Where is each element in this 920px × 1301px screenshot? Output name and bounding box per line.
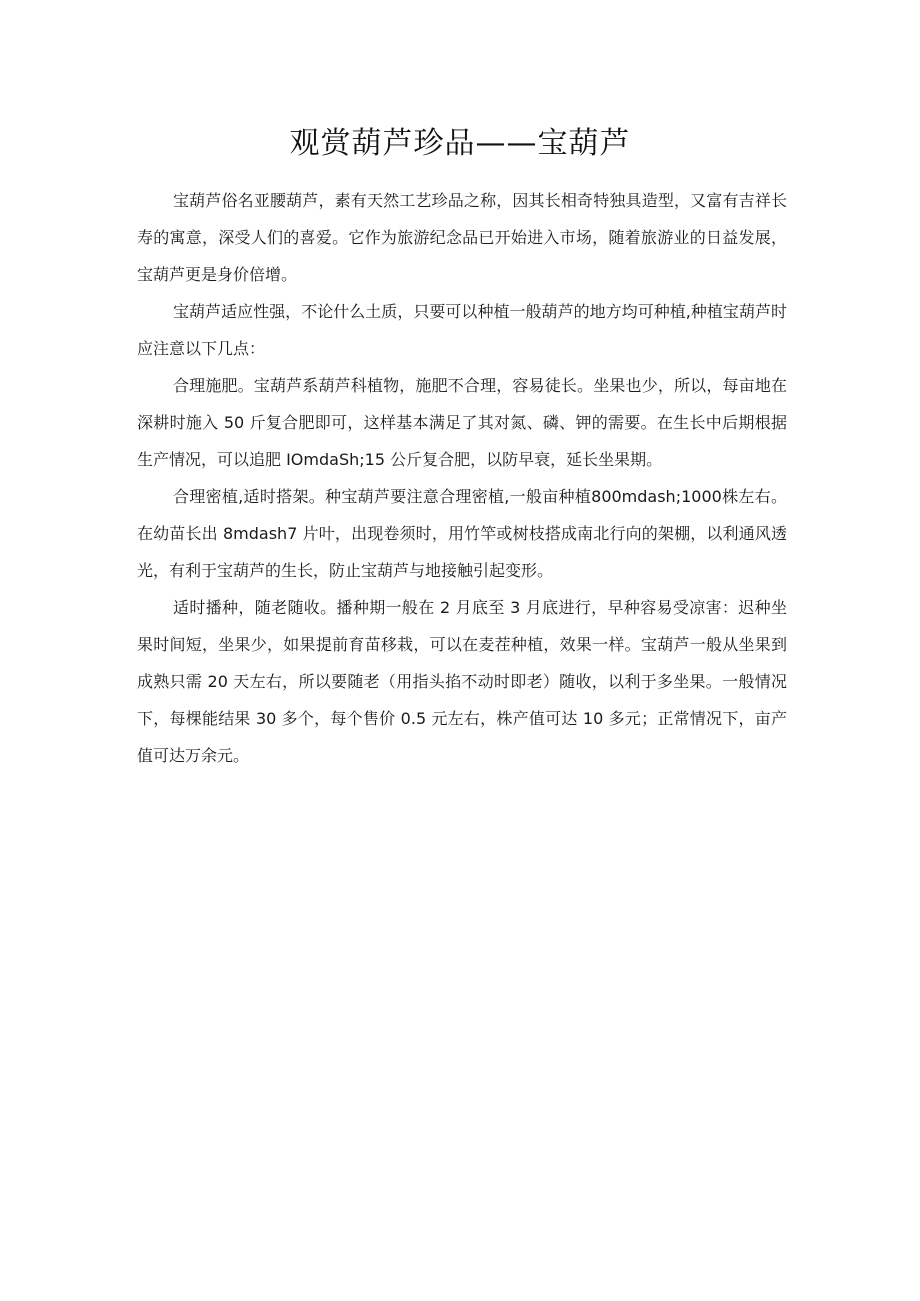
paragraph-intro: 宝葫芦俗名亚腰葫芦，素有天然工艺珍品之称，因其长相奇特独具造型，又富有吉祥长寿的寓意，深受人们的喜爱。它作为旅游纪念品已开始进入市场，随着旅游业的日益发展，宝葫芦更是身价倍增。	[137, 191, 787, 284]
paragraph-planting-density: 合理密植,适时搭架。种宝葫芦要注意合理密植,一般亩种植800mdash;1000株左右。在幼苗长出 8mdash7 片叶，出现卷须时，用竹竿或树枝搭成南北行向的架棚，以利通风透光，有利于宝葫芦的生长，防止宝葫芦与地接触引起变形。	[137, 487, 787, 580]
paragraph-fertilizing: 合理施肥。宝葫芦系葫芦科植物，施肥不合理，容易徒长。坐果也少，所以，每亩地在深耕时施入 50 斤复合肥即可，这样基本满足了其对氮、磷、钾的需要。在生长中后期根据生产情况，可以追肥 IOmdaSh;15 公斤复合肥，以防早衰，延长坐果期。	[137, 376, 787, 469]
document-title: 观赏葫芦珍品——宝葫芦	[289, 126, 631, 161]
document-body	[137, 182, 787, 774]
paragraph-sowing-harvest: 适时播种，随老随收。播种期一般在 2 月底至 3 月底进行，早种容易受凉害：迟种坐果时间短，坐果少，如果提前育苗移栽，可以在麦茬种植，效果一样。宝葫芦一般从坐果到成熟只需 20 天左右，所以要随老（用指头掐不动时即老）随收，以利于多坐果。一般情况下，每棵能结果 30 多个，每个售价 0.5 元左右，株产值可达 10 多元；正常情况下，亩产值可达万余元。	[137, 598, 787, 765]
paragraph-adaptability: 宝葫芦适应性强，不论什么土质，只要可以种植一般葫芦的地方均可种植,种植宝葫芦时应注意以下几点：	[137, 302, 787, 358]
